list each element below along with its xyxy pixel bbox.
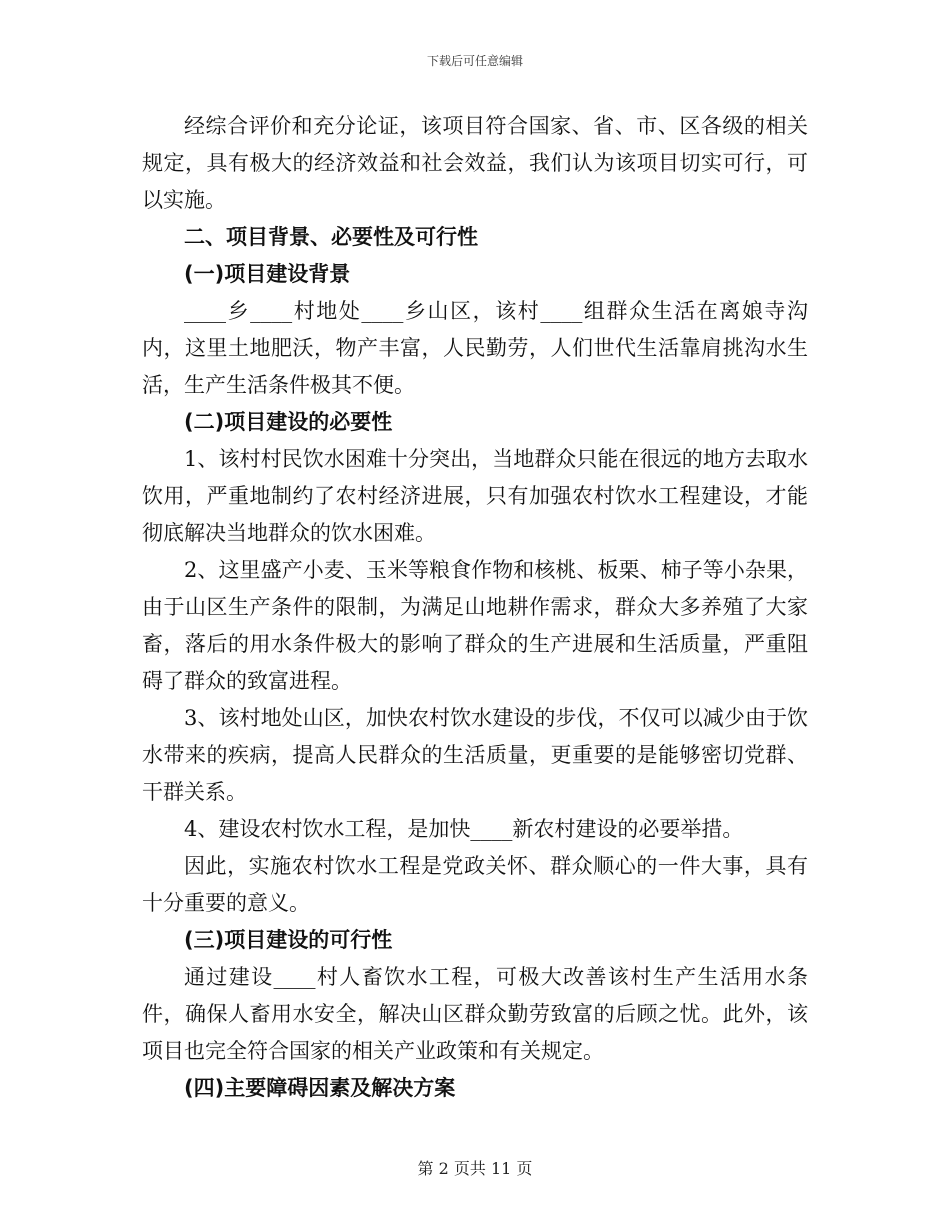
paragraph-therefore: 因此，实施农村饮水工程是党政关怀、群众顺心的一件大事，具有十分重要的意义。 [142, 854, 808, 915]
page-number: 第 2 页共 11 页 [417, 1159, 533, 1178]
document-body [142, 108, 808, 1107]
subheading-feasibility: (三)项目建设的可行性 [184, 928, 393, 952]
paragraph-necessity-4: 4、建设农村饮水工程，是加快____新农村建设的必要举措。 [184, 817, 744, 841]
paragraph-conclusion: 经综合评价和充分论证，该项目符合国家、省、市、区各级的相关规定，具有极大的经济效益和社会效益，我们认为该项目切实可行，可以实施。 [142, 114, 808, 212]
paragraph-necessity-1: 1、该村村民饮水困难十分突出，当地群众只能在很远的地方去取水饮用，严重地制约了农村经济进展，只有加强农村饮水工程建设，才能彻底解决当地群众的饮水困难。 [142, 447, 808, 545]
paragraph-background: ____乡____村地处____乡山区，该村____组群众生活在离娘寺沟内，这里土地肥沃，物产丰富，人民勤劳，人们世代生活靠肩挑沟水生活，生产生活条件极其不便。 [142, 299, 808, 397]
paragraph-necessity-2: 2、这里盛产小麦、玉米等粮食作物和核桃、板栗、柿子等小杂果，由于山区生产条件的限制，为满足山地耕作需求，群众大多养殖了大家畜，落后的用水条件极大的影响了群众的生产进展和生活质量，严重阻碍了群众的致富进程。 [142, 558, 808, 693]
subheading-construction-background: (一)项目建设背景 [184, 262, 351, 286]
page-header: 下载后可任意编辑 [426, 54, 523, 68]
subheading-obstacles: (四)主要障碍因素及解决方案 [184, 1076, 456, 1100]
section-heading-background: 二、项目背景、必要性及可行性 [184, 225, 478, 249]
paragraph-feasibility: 通过建设____村人畜饮水工程，可极大改善该村生产生活用水条件，确保人畜用水安全，解决山区群众勤劳致富的后顾之忧。此外，该项目也完全符合国家的相关产业政策和有关规定。 [142, 965, 808, 1063]
paragraph-necessity-3: 3、该村地处山区，加快农村饮水建设的步伐，不仅可以减少由于饮水带来的疾病，提高人民群众的生活质量，更重要的是能够密切党群、干群关系。 [142, 706, 808, 804]
subheading-necessity: (二)项目建设的必要性 [184, 410, 393, 434]
